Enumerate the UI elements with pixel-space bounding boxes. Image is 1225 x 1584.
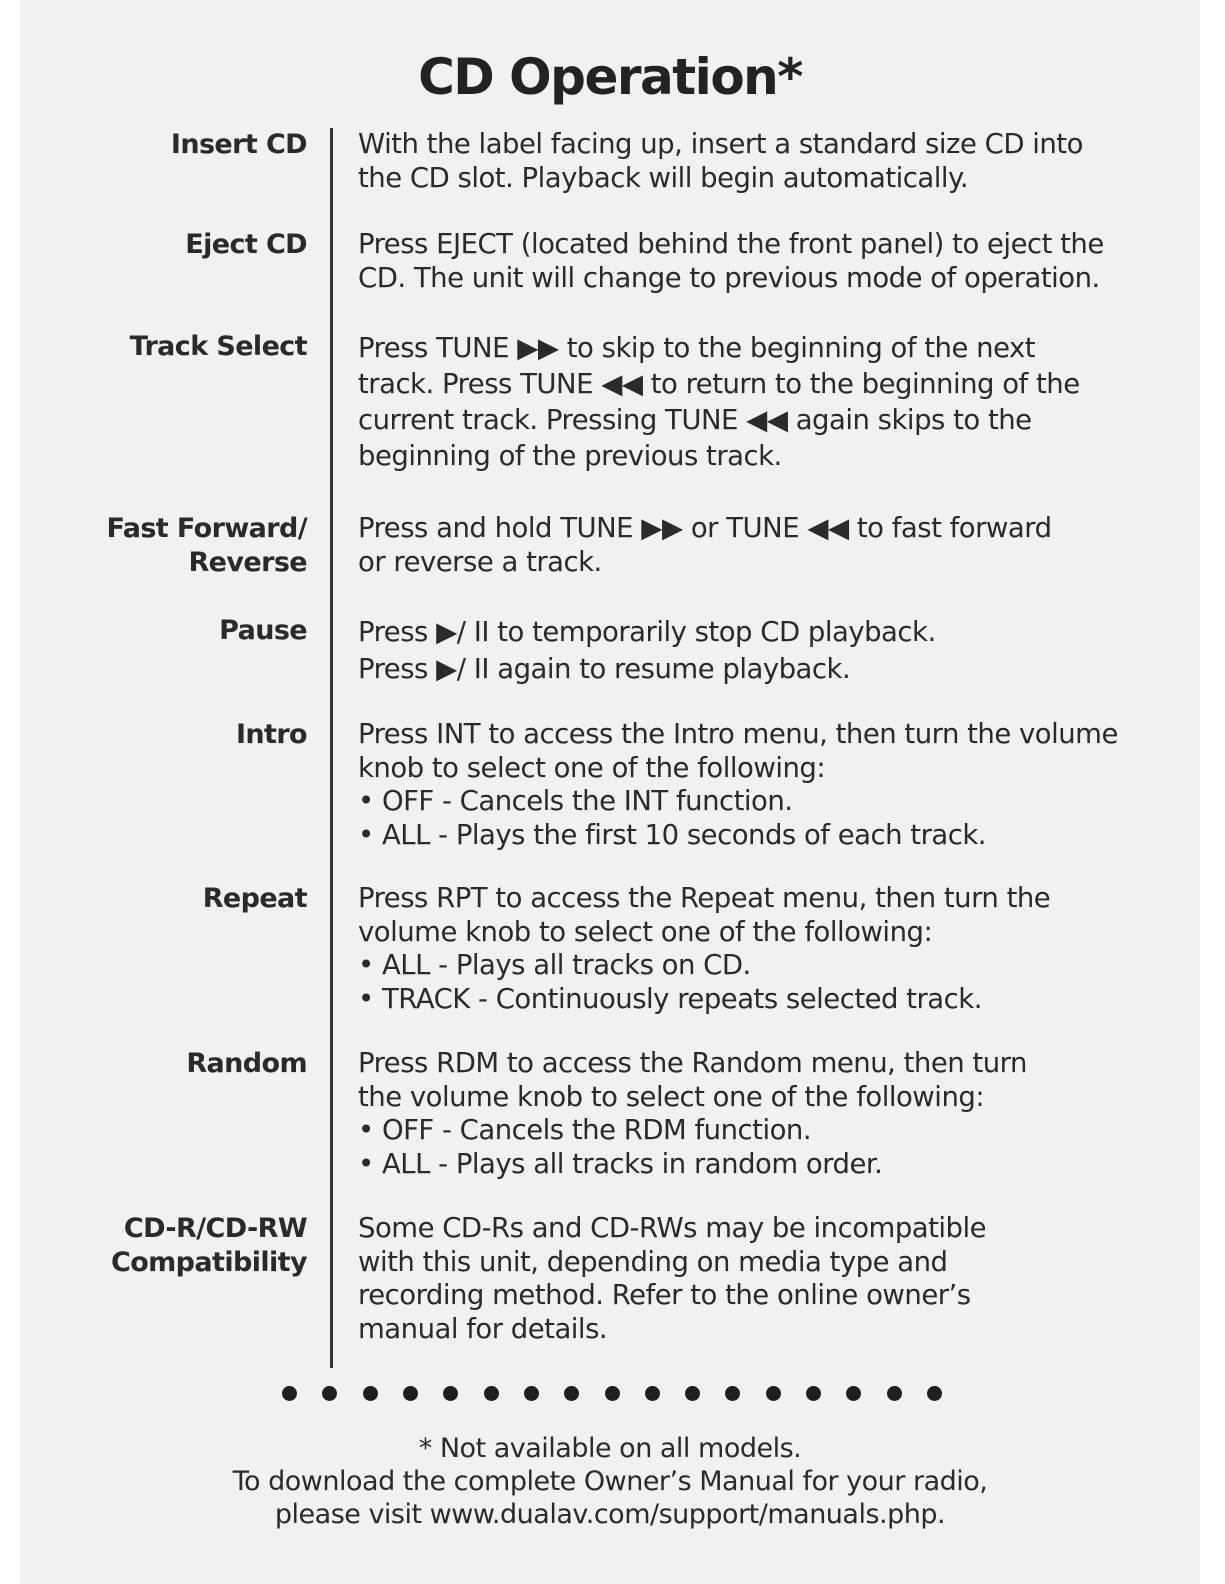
section-label-line: CD-R/CD-RW [123,1213,307,1244]
description-line: the CD slot. Playback will begin automatically. [358,161,969,194]
description-line: Press RPT to access the Repeat menu, then turn the [358,882,1051,914]
description-line: With the label facing up, insert a standard size CD into [358,128,1083,160]
description-line: Some CD-Rs and CD-RWs may be incompatible [358,1212,987,1244]
dot [685,1386,700,1401]
dot [725,1386,740,1401]
section-description [358,128,1158,195]
section-label: Eject CD [185,229,307,260]
description-line: • TRACK - Continuously repeats selected track. [358,982,982,1015]
section-description [358,1212,1158,1346]
section-label: Random [186,1048,307,1079]
section-description [358,1047,1158,1181]
description-line: CD. The unit will change to previous mode of operation. [358,261,1100,294]
section-description [358,718,1158,852]
section-label [47,1212,307,1280]
dot [564,1386,579,1401]
dot [927,1386,942,1401]
description-line: Press TUNE ▶▶ to skip to the beginning of the next [358,332,1036,364]
dot [846,1386,861,1401]
dot [524,1386,539,1401]
section-label-line: Compatibility [110,1247,307,1278]
dot [887,1386,902,1401]
section-label [47,512,307,580]
section-label: Insert CD [170,129,307,160]
section-description [358,614,1158,688]
dot-separator [282,1386,942,1401]
download-note: To download the complete Owner’s Manual for your radio, [232,1466,988,1497]
description-line: • ALL - Plays all tracks in random order. [358,1147,883,1180]
manual-page [20,0,1200,1584]
description-line: knob to select one of the following: [358,751,826,784]
description-line: Press ▶/ II to temporarily stop CD playback. [358,616,936,648]
dot [322,1386,337,1401]
description-line: manual for details. [358,1312,608,1345]
description-line: Press EJECT (located behind the front panel) to eject the [358,228,1104,260]
dot [363,1386,378,1401]
section-description [358,330,1158,474]
description-line: or reverse a track. [358,545,602,578]
dot [403,1386,418,1401]
section-description [358,882,1158,1016]
manual-url-text: please visit www.dualav.com/support/manuals.php. [274,1499,946,1530]
footer [20,1432,1200,1531]
section-label: Intro [235,719,307,750]
section-description [358,228,1158,295]
dot [645,1386,660,1401]
description-line: • OFF - Cancels the INT function. [358,785,793,817]
dot [766,1386,781,1401]
section-label: Repeat [202,883,307,914]
dot [484,1386,499,1401]
section-label-line: Reverse [188,547,307,578]
description-line: with this unit, depending on media type and [358,1245,948,1278]
footnote: * Not available on all models. [418,1433,802,1464]
description-line: Press INT to access the Intro menu, then turn the volume [358,718,1118,750]
description-line: Press RDM to access the Random menu, then turn [358,1047,1027,1079]
dot [605,1386,620,1401]
section-label: Track Select [129,331,307,362]
description-line: • ALL - Plays the first 10 seconds of each track. [358,818,987,851]
description-line: Press ▶/ II again to resume playback. [358,653,851,685]
description-line: recording method. Refer to the online owner’s [358,1279,971,1311]
dot [282,1386,297,1401]
page-title: CD Operation* [418,48,802,106]
description-line: beginning of the previous track. [358,440,782,472]
description-line: track. Press TUNE ◀◀ to return to the beginning of the [358,368,1080,400]
dot [806,1386,821,1401]
description-line: the volume knob to select one of the following: [358,1080,985,1113]
description-line: • ALL - Plays all tracks on CD. [358,949,751,981]
description-line: volume knob to select one of the following: [358,915,933,948]
dot [443,1386,458,1401]
description-line: • OFF - Cancels the RDM function. [358,1114,812,1146]
section-label: Pause [219,615,307,646]
section-label-line: Fast Forward/ [106,513,307,544]
column-divider [330,128,333,1368]
section-description [358,512,1158,579]
description-line: current track. Pressing TUNE ◀◀ again skips to the [358,404,1032,436]
description-line: Press and hold TUNE ▶▶ or TUNE ◀◀ to fast forward [358,512,1052,544]
